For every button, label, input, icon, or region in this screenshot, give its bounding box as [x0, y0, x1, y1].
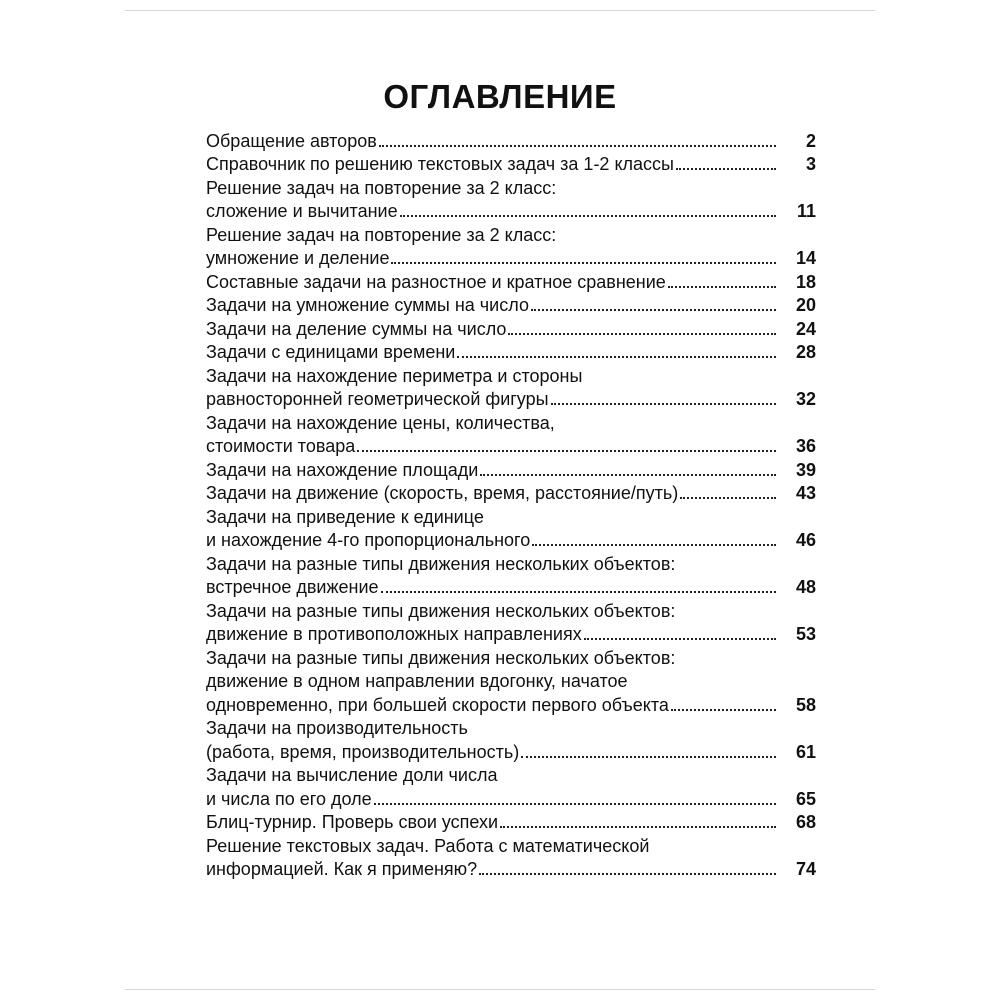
table-of-contents: [206, 128, 816, 880]
dot-leader: [479, 872, 776, 875]
toc-page-number: 2: [805, 130, 816, 151]
toc-entry[interactable]: [206, 551, 816, 598]
top-rule: [125, 10, 875, 11]
toc-entry[interactable]: [206, 598, 816, 645]
dot-leader: [521, 755, 776, 758]
toc-entry-line: [206, 622, 816, 646]
toc-entry-title: Решение задач на повторение за 2 класс:: [206, 177, 557, 198]
toc-entry-title: Решение текстовых задач. Работа с математической: [206, 835, 650, 856]
toc-entry-title: Блиц-турнир. Проверь свои успехи: [206, 812, 499, 832]
toc-page-number: 68: [795, 812, 816, 832]
dot-leader: [532, 543, 776, 546]
toc-entry-line: [206, 199, 816, 223]
toc-page-number: 53: [795, 624, 816, 644]
toc-entry[interactable]: [206, 457, 816, 481]
toc-entry-title: Обращение авторов: [206, 130, 377, 151]
toc-entry-line: [206, 575, 816, 599]
toc-entry-line: [206, 481, 816, 505]
toc-entry[interactable]: [206, 410, 816, 457]
dot-leader: [480, 473, 776, 476]
toc-entry-line: [206, 410, 816, 434]
toc-entry-title: информацией. Как я применяю?: [206, 859, 478, 879]
toc-entry-line: [206, 857, 816, 881]
toc-entry-title: Составные задачи на разностное и кратное сравнение: [206, 271, 666, 292]
toc-page-number: 48: [795, 577, 816, 597]
dot-leader: [668, 285, 776, 288]
toc-page-number: 65: [795, 788, 816, 809]
toc-entry-line: [206, 246, 816, 270]
toc-entry-title: Задачи на производительность: [206, 718, 468, 738]
toc-page-number: 3: [805, 154, 816, 174]
toc-entry[interactable]: [206, 504, 816, 551]
toc-entry-line: [206, 222, 816, 246]
toc-entry[interactable]: [206, 152, 816, 176]
toc-page-number: 18: [795, 271, 816, 292]
toc-entry-title: равносторонней геометрической фигуры: [206, 389, 549, 409]
toc-entry[interactable]: [206, 833, 816, 880]
toc-entry[interactable]: [206, 316, 816, 340]
toc-entry-line: [206, 810, 816, 834]
toc-entry-line: [206, 128, 816, 152]
toc-page-number: 74: [795, 859, 816, 879]
toc-entry[interactable]: [206, 222, 816, 269]
toc-entry[interactable]: [206, 716, 816, 763]
toc-entry-title: Задачи на нахождение площади: [206, 459, 479, 480]
toc-entry-title: движение в одном направлении вдогонку, начатое: [206, 671, 628, 691]
toc-page-number: 39: [795, 459, 816, 480]
toc-page-number: 14: [795, 248, 816, 268]
dot-leader: [379, 144, 776, 147]
toc-entry[interactable]: [206, 340, 816, 364]
toc-entry-title: и нахождение 4-го пропорционального: [206, 530, 531, 550]
toc-entry-title: (работа, время, производительность): [206, 741, 520, 762]
toc-entry-line: [206, 387, 816, 411]
toc-entry-title: Задачи на движение (скорость, время, расстояние/путь): [206, 483, 679, 503]
dot-leader: [531, 308, 776, 311]
toc-entry-line: [206, 434, 816, 458]
toc-entry-title: Задачи с единицами времени: [206, 342, 456, 362]
toc-entry-title: Задачи на нахождение цены, количества,: [206, 412, 555, 433]
dot-leader: [551, 402, 776, 405]
toc-entry-title: Задачи на вычисление доли числа: [206, 765, 498, 785]
toc-entry-title: Задачи на разные типы движения нескольких объектов:: [206, 600, 676, 621]
toc-entry-line: [206, 598, 816, 622]
toc-entry-line: [206, 152, 816, 176]
dot-leader: [676, 167, 776, 170]
toc-page-number: 43: [795, 483, 816, 503]
toc-entry-line: [206, 340, 816, 364]
toc-page-number: 28: [795, 342, 816, 362]
toc-entry-title: Задачи на разные типы движения нескольких объектов:: [206, 647, 676, 668]
dot-leader: [381, 590, 776, 593]
toc-page-number: 24: [795, 318, 816, 339]
dot-leader: [584, 637, 776, 640]
toc-entry-line: [206, 551, 816, 575]
dot-leader: [374, 802, 776, 805]
toc-entry-title: встречное движение: [206, 577, 379, 597]
toc-page-number: 58: [795, 694, 816, 715]
toc-entry-title: Задачи на разные типы движения нескольких объектов:: [206, 553, 676, 574]
toc-entry[interactable]: [206, 128, 816, 152]
dot-leader: [400, 214, 776, 217]
toc-entry-line: [206, 528, 816, 552]
toc-entry-line: [206, 786, 816, 810]
toc-entry-line: [206, 457, 816, 481]
toc-entry-title: Справочник по решению текстовых задач за 1-2 классы: [206, 154, 674, 174]
toc-entry-title: Задачи на нахождение периметра и стороны: [206, 365, 583, 386]
toc-entry-line: [206, 504, 816, 528]
toc-entry-line: [206, 692, 816, 716]
toc-entry[interactable]: [206, 810, 816, 834]
toc-page-number: 61: [795, 741, 816, 762]
toc-entry-line: [206, 316, 816, 340]
dot-leader: [680, 496, 776, 499]
toc-page-number: 36: [795, 436, 816, 456]
toc-entry[interactable]: [206, 645, 816, 716]
toc-page-number: 46: [795, 530, 816, 550]
toc-entry[interactable]: [206, 293, 816, 317]
toc-entry[interactable]: [206, 363, 816, 410]
toc-entry-line: [206, 269, 816, 293]
dot-leader: [391, 261, 776, 264]
dot-leader: [508, 332, 776, 335]
toc-entry-line: [206, 669, 816, 693]
dot-leader: [671, 708, 776, 711]
toc-entry[interactable]: [206, 481, 816, 505]
dot-leader: [357, 449, 776, 452]
toc-entry[interactable]: [206, 763, 816, 810]
toc-page-number: 20: [795, 295, 816, 315]
toc-entry-line: [206, 833, 816, 857]
toc-entry-title: Задачи на умножение суммы на число: [206, 295, 529, 315]
toc-entry-line: [206, 363, 816, 387]
toc-entry-title: одновременно, при большей скорости первого объекта: [206, 694, 669, 715]
toc-entry-line: [206, 175, 816, 199]
toc-entry-title: умножение и деление: [206, 248, 390, 268]
toc-entry-line: [206, 716, 816, 740]
bottom-rule: [125, 989, 875, 990]
toc-entry-title: и числа по его доле: [206, 788, 372, 809]
toc-entry-line: [206, 739, 816, 763]
page-title: ОГЛАВЛЕНИЕ: [383, 78, 617, 115]
toc-entry-line: [206, 293, 816, 317]
toc-entry[interactable]: [206, 175, 816, 222]
toc-entry-title: Задачи на деление суммы на число: [206, 318, 507, 339]
toc-entry-title: стоимости товара: [206, 436, 356, 456]
toc-entry[interactable]: [206, 269, 816, 293]
toc-entry-title: сложение и вычитание: [206, 201, 398, 221]
toc-entry-line: [206, 645, 816, 669]
dot-leader: [500, 825, 776, 828]
toc-entry-title: Задачи на приведение к единице: [206, 506, 484, 527]
toc-page-number: 32: [795, 389, 816, 409]
toc-entry-title: Решение задач на повторение за 2 класс:: [206, 224, 557, 245]
toc-page-number: 11: [796, 201, 816, 221]
toc-entry-title: движение в противоположных направлениях: [206, 624, 582, 644]
toc-entry-line: [206, 763, 816, 787]
dot-leader: [457, 355, 776, 358]
